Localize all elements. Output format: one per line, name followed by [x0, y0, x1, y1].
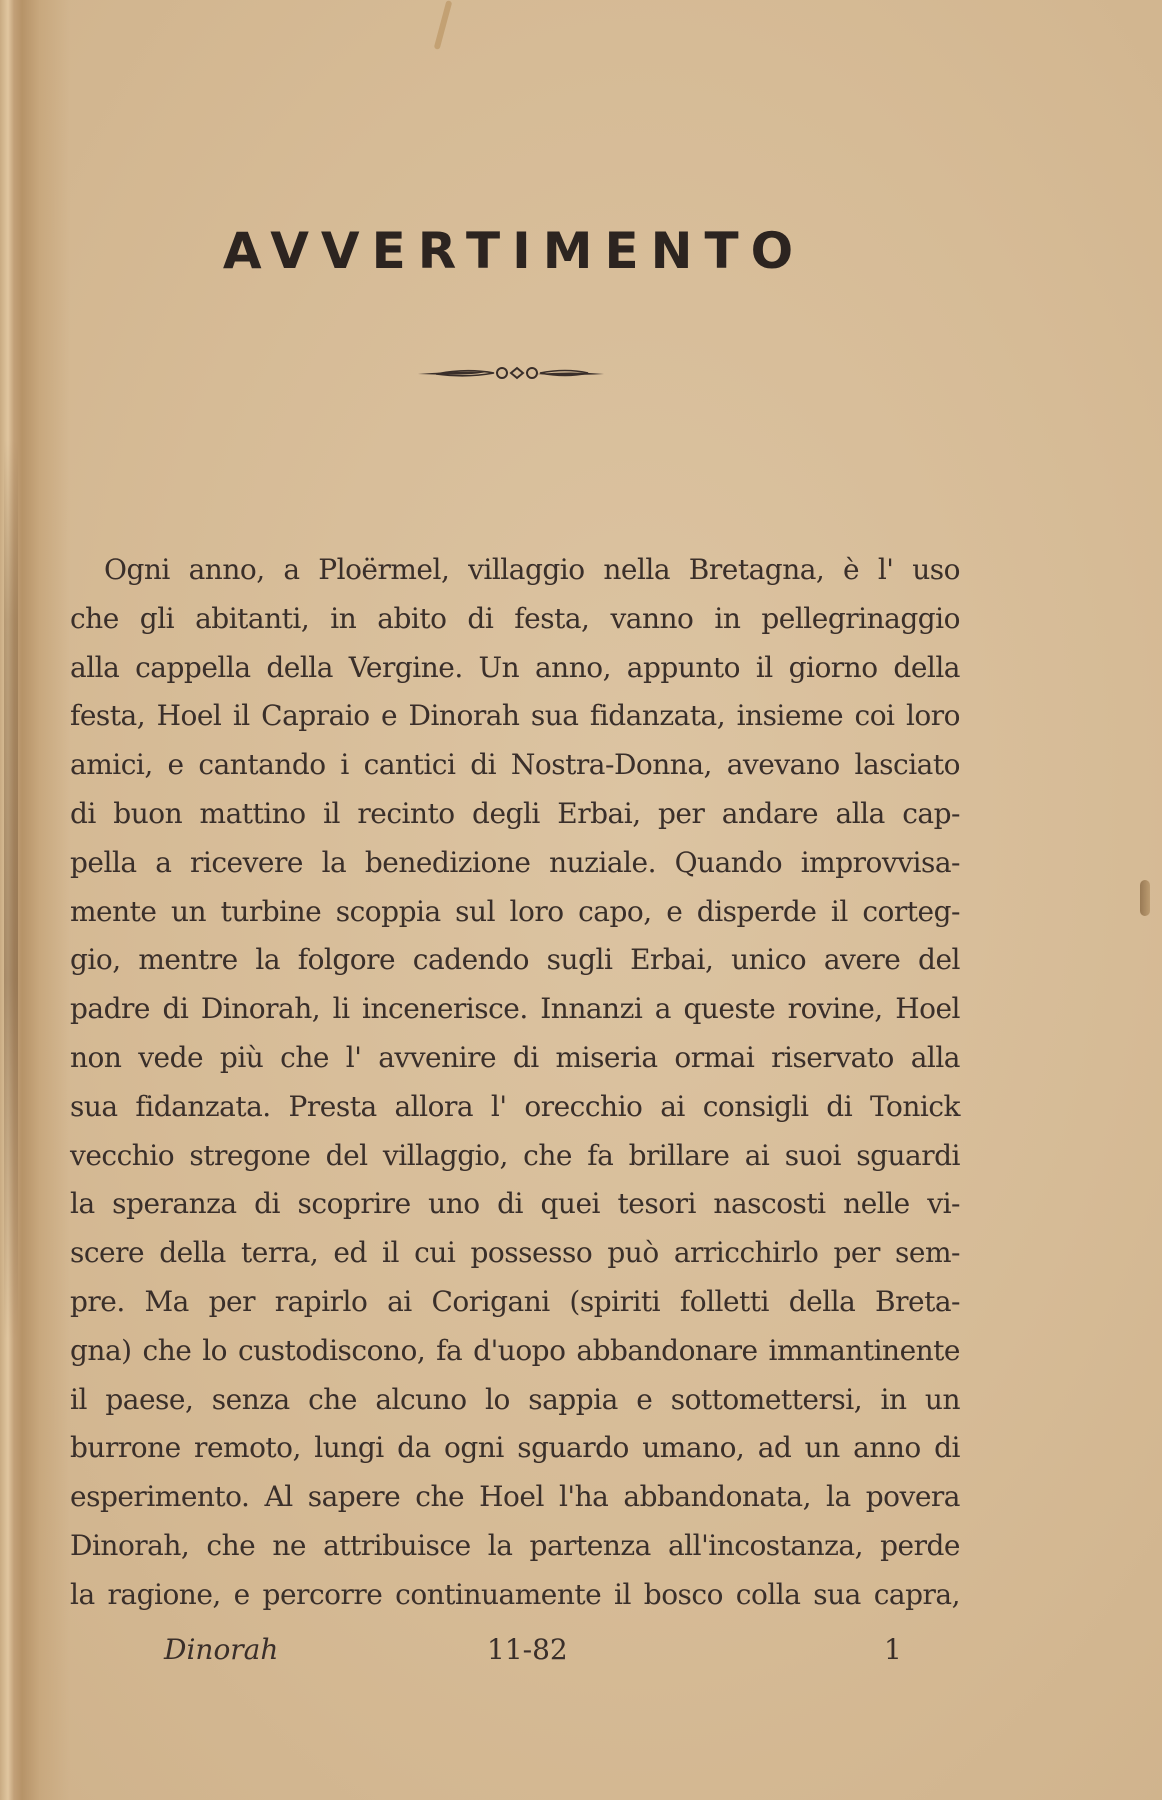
text-line: amici, e cantando i cantici di Nostra-Donna, avevano lasciato	[70, 748, 960, 782]
text-line: burrone remoto, lungi da ogni sguardo umano, ad un anno di	[70, 1431, 960, 1465]
decorative-flourish-icon	[416, 362, 606, 384]
text-line: la ragione, e percorre continuamente il bosco colla sua capra,	[70, 1577, 960, 1611]
text-line: sua fidanzata. Presta allora l' orecchio ai consigli di Tonick	[70, 1089, 960, 1123]
text-line: Dinorah, che ne attribuisce la partenza all'incostanza, perde	[70, 1528, 960, 1562]
text-line: vecchio stregone del villaggio, che fa brillare ai suoi sguardi	[70, 1138, 960, 1172]
page-number: 1	[884, 1633, 902, 1666]
page-footer	[0, 1633, 1162, 1673]
text-line: non vede più che l' avvenire di miseria ormai riservato alla	[70, 1040, 960, 1074]
page-title: AVVERTIMENTO	[222, 222, 806, 280]
body-paragraph	[70, 546, 960, 1620]
text-line: esperimento. Al sapere che Hoel l'ha abbandonata, la povera	[70, 1480, 960, 1514]
text-line: alla cappella della Vergine. Un anno, appunto il giorno della	[70, 650, 960, 684]
text-line: gio, mentre la folgore cadendo sugli Erbai, unico avere del	[70, 943, 960, 977]
text-line: pella a ricevere la benedizione nuziale. Quando improvvisa-	[70, 845, 960, 879]
text-line: che gli abitanti, in abito di festa, vanno in pellegrinaggio	[70, 601, 960, 635]
signature-title: Dinorah	[164, 1633, 279, 1666]
text-line: padre di Dinorah, li incenerisce. Innanzi a queste rovine, Hoel	[70, 992, 960, 1026]
text-line: Ogni anno, a Ploërmel, villaggio nella Bretagna, è l' uso	[104, 553, 960, 586]
text-line: di buon mattino il recinto degli Erbai, per andare alla cap-	[70, 796, 960, 830]
page-edge-mark	[1140, 880, 1150, 916]
text-line: la speranza di scoprire uno di quei tesori nascosti nelle vi-	[70, 1187, 960, 1221]
text-line: mente un turbine scoppia sul loro capo, e disperde il corteg-	[70, 894, 960, 928]
text-line: scere della terra, ed il cui possesso può arricchirlo per sem-	[70, 1236, 960, 1270]
text-line: il paese, senza che alcuno lo sappia e sottomettersi, in un	[70, 1382, 960, 1416]
paper-stain	[434, 0, 453, 50]
text-line: gna) che lo custodiscono, fa d'uopo abbandonare immantinente	[70, 1333, 960, 1367]
text-line: pre. Ma per rapirlo ai Corigani (spiriti folletti della Breta-	[70, 1284, 960, 1318]
signature-number: 11-82	[487, 1633, 568, 1666]
text-line: festa, Hoel il Capraio e Dinorah sua fidanzata, insieme coi loro	[70, 699, 960, 733]
binding-shadow	[4, 440, 18, 1340]
